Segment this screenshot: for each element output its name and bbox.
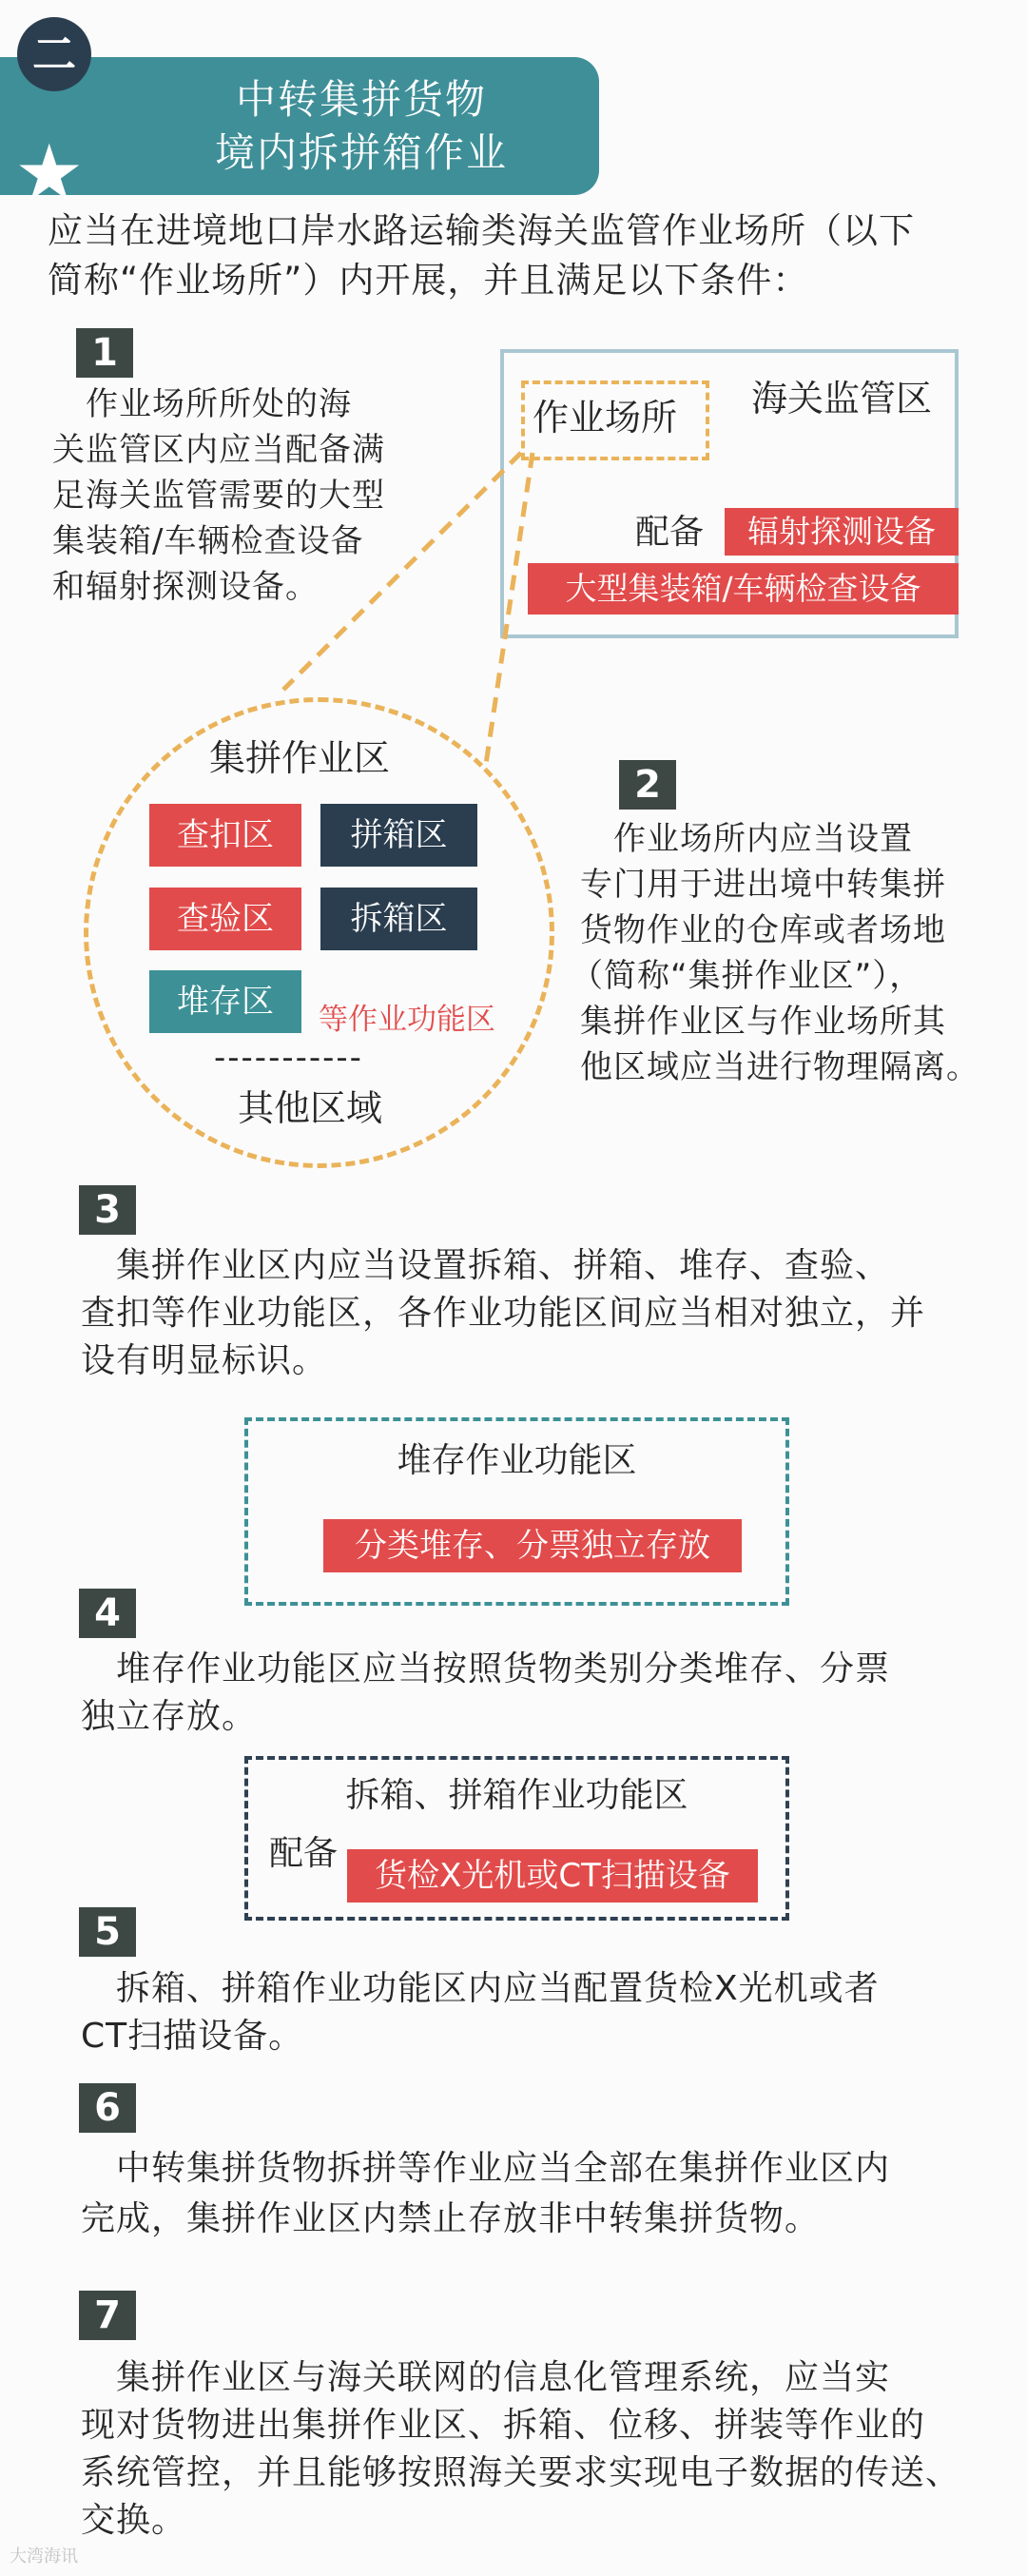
connector-line-left (283, 453, 521, 690)
item4-line-2: 独立存放。 (81, 1697, 258, 1736)
item2-line-2: 专门用于进出境中转集拼 (580, 866, 946, 904)
section-number-badge: 二 (17, 17, 91, 91)
item4-line-1: 堆存作业功能区应当按照货物类别分类堆存、分票 (81, 1649, 891, 1688)
intro-line-1: 应当在进境地口岸水路运输类海关监管作业场所（以下 (48, 210, 915, 251)
item5-line-2: CT扫描设备。 (81, 2017, 304, 2056)
star-icon: ★ (14, 128, 85, 219)
item3-line-3: 设有明显标识。 (81, 1341, 328, 1380)
item6-line-2: 完成，集拼作业区内禁止存放非中转集拼货物。 (81, 2199, 821, 2238)
item2-line-3: 货物作业的仓库或者场地 (580, 911, 946, 949)
other-area-label: 其他区域 (238, 1087, 383, 1129)
item-number-7: 7 (79, 2291, 136, 2340)
item-number-4: 4 (79, 1589, 136, 1638)
radiation-detection-tag: 辐射探测设备 (725, 508, 959, 556)
packing-equip-prefix: 配备 (269, 1834, 339, 1873)
item-number-3: 3 (79, 1185, 136, 1235)
item7-line-1: 集拼作业区与海关联网的信息化管理系统，应当实 (81, 2358, 891, 2397)
item2-line-4: （简称“集拼作业区”）， (571, 957, 923, 995)
container-inspection-tag: 大型集装箱/车辆检查设备 (528, 563, 959, 615)
storage-function-title: 堆存作业功能区 (397, 1441, 637, 1480)
customs-zone-label: 海关监管区 (751, 378, 933, 420)
workplace-label: 作业场所 (533, 397, 678, 439)
item1-line-4: 集装箱/车辆检查设备 (52, 522, 364, 560)
item1-line-5: 和辐射探测设备。 (52, 568, 319, 606)
item2-line-6: 他区域应当进行物理隔离。 (580, 1048, 979, 1086)
etc-zones-label: 等作业功能区 (319, 1003, 495, 1037)
header-title-line2: 境内拆拼箱作业 (214, 129, 508, 176)
zone-divider: ----------- (214, 1039, 363, 1077)
storage-rule-tag: 分类堆存、分票独立存放 (323, 1519, 742, 1572)
xray-ct-tag: 货检X光机或CT扫描设备 (347, 1849, 758, 1903)
item6-line-1: 中转集拼货物拆拼等作业应当全部在集拼作业区内 (81, 2149, 891, 2188)
item7-line-4: 交换。 (81, 2501, 187, 2540)
zone-seizure: 查扣区 (149, 804, 301, 867)
item1-line-2: 关监管区内应当配备满 (52, 431, 385, 469)
zone-packing: 拼箱区 (320, 804, 477, 867)
zone-inspection: 查验区 (149, 888, 301, 950)
item7-line-2: 现对货物进出集拼作业区、拆箱、位移、拼装等作业的 (81, 2406, 926, 2445)
item3-line-1: 集拼作业区内应当设置拆箱、拼箱、堆存、查验、 (81, 1246, 891, 1285)
item-number-1: 1 (76, 328, 133, 378)
connector-line-right (485, 453, 533, 771)
item3-line-2: 查扣等作业功能区，各作业功能区间应当相对独立，并 (81, 1294, 926, 1333)
equip-prefix-label: 配备 (635, 513, 705, 552)
watermark: 大湾海讯 (10, 2547, 78, 2566)
consolidation-zone-title: 集拼作业区 (209, 737, 391, 779)
item2-line-5: 集拼作业区与作业场所其 (580, 1003, 946, 1041)
item-number-2: 2 (619, 760, 676, 810)
item1-line-1: 作业场所所处的海 (52, 385, 352, 423)
item-number-6: 6 (79, 2083, 136, 2133)
header-title-line1: 中转集拼货物 (235, 76, 487, 123)
item5-line-1: 拆箱、拼箱作业功能区内应当配置货检X光机或者 (81, 1969, 880, 2008)
item2-line-1: 作业场所内应当设置 (580, 820, 913, 858)
item-number-5: 5 (79, 1907, 136, 1957)
item1-line-3: 足海关监管需要的大型 (52, 477, 385, 515)
intro-line-2: 简称“作业场所”）内开展，并且满足以下条件： (48, 260, 809, 301)
packing-function-title: 拆箱、拼箱作业功能区 (345, 1776, 688, 1815)
zone-storage: 堆存区 (149, 970, 301, 1033)
item7-line-3: 系统管控，并且能够按照海关要求实现电子数据的传送、 (81, 2453, 961, 2492)
zone-unpacking: 拆箱区 (320, 888, 477, 950)
